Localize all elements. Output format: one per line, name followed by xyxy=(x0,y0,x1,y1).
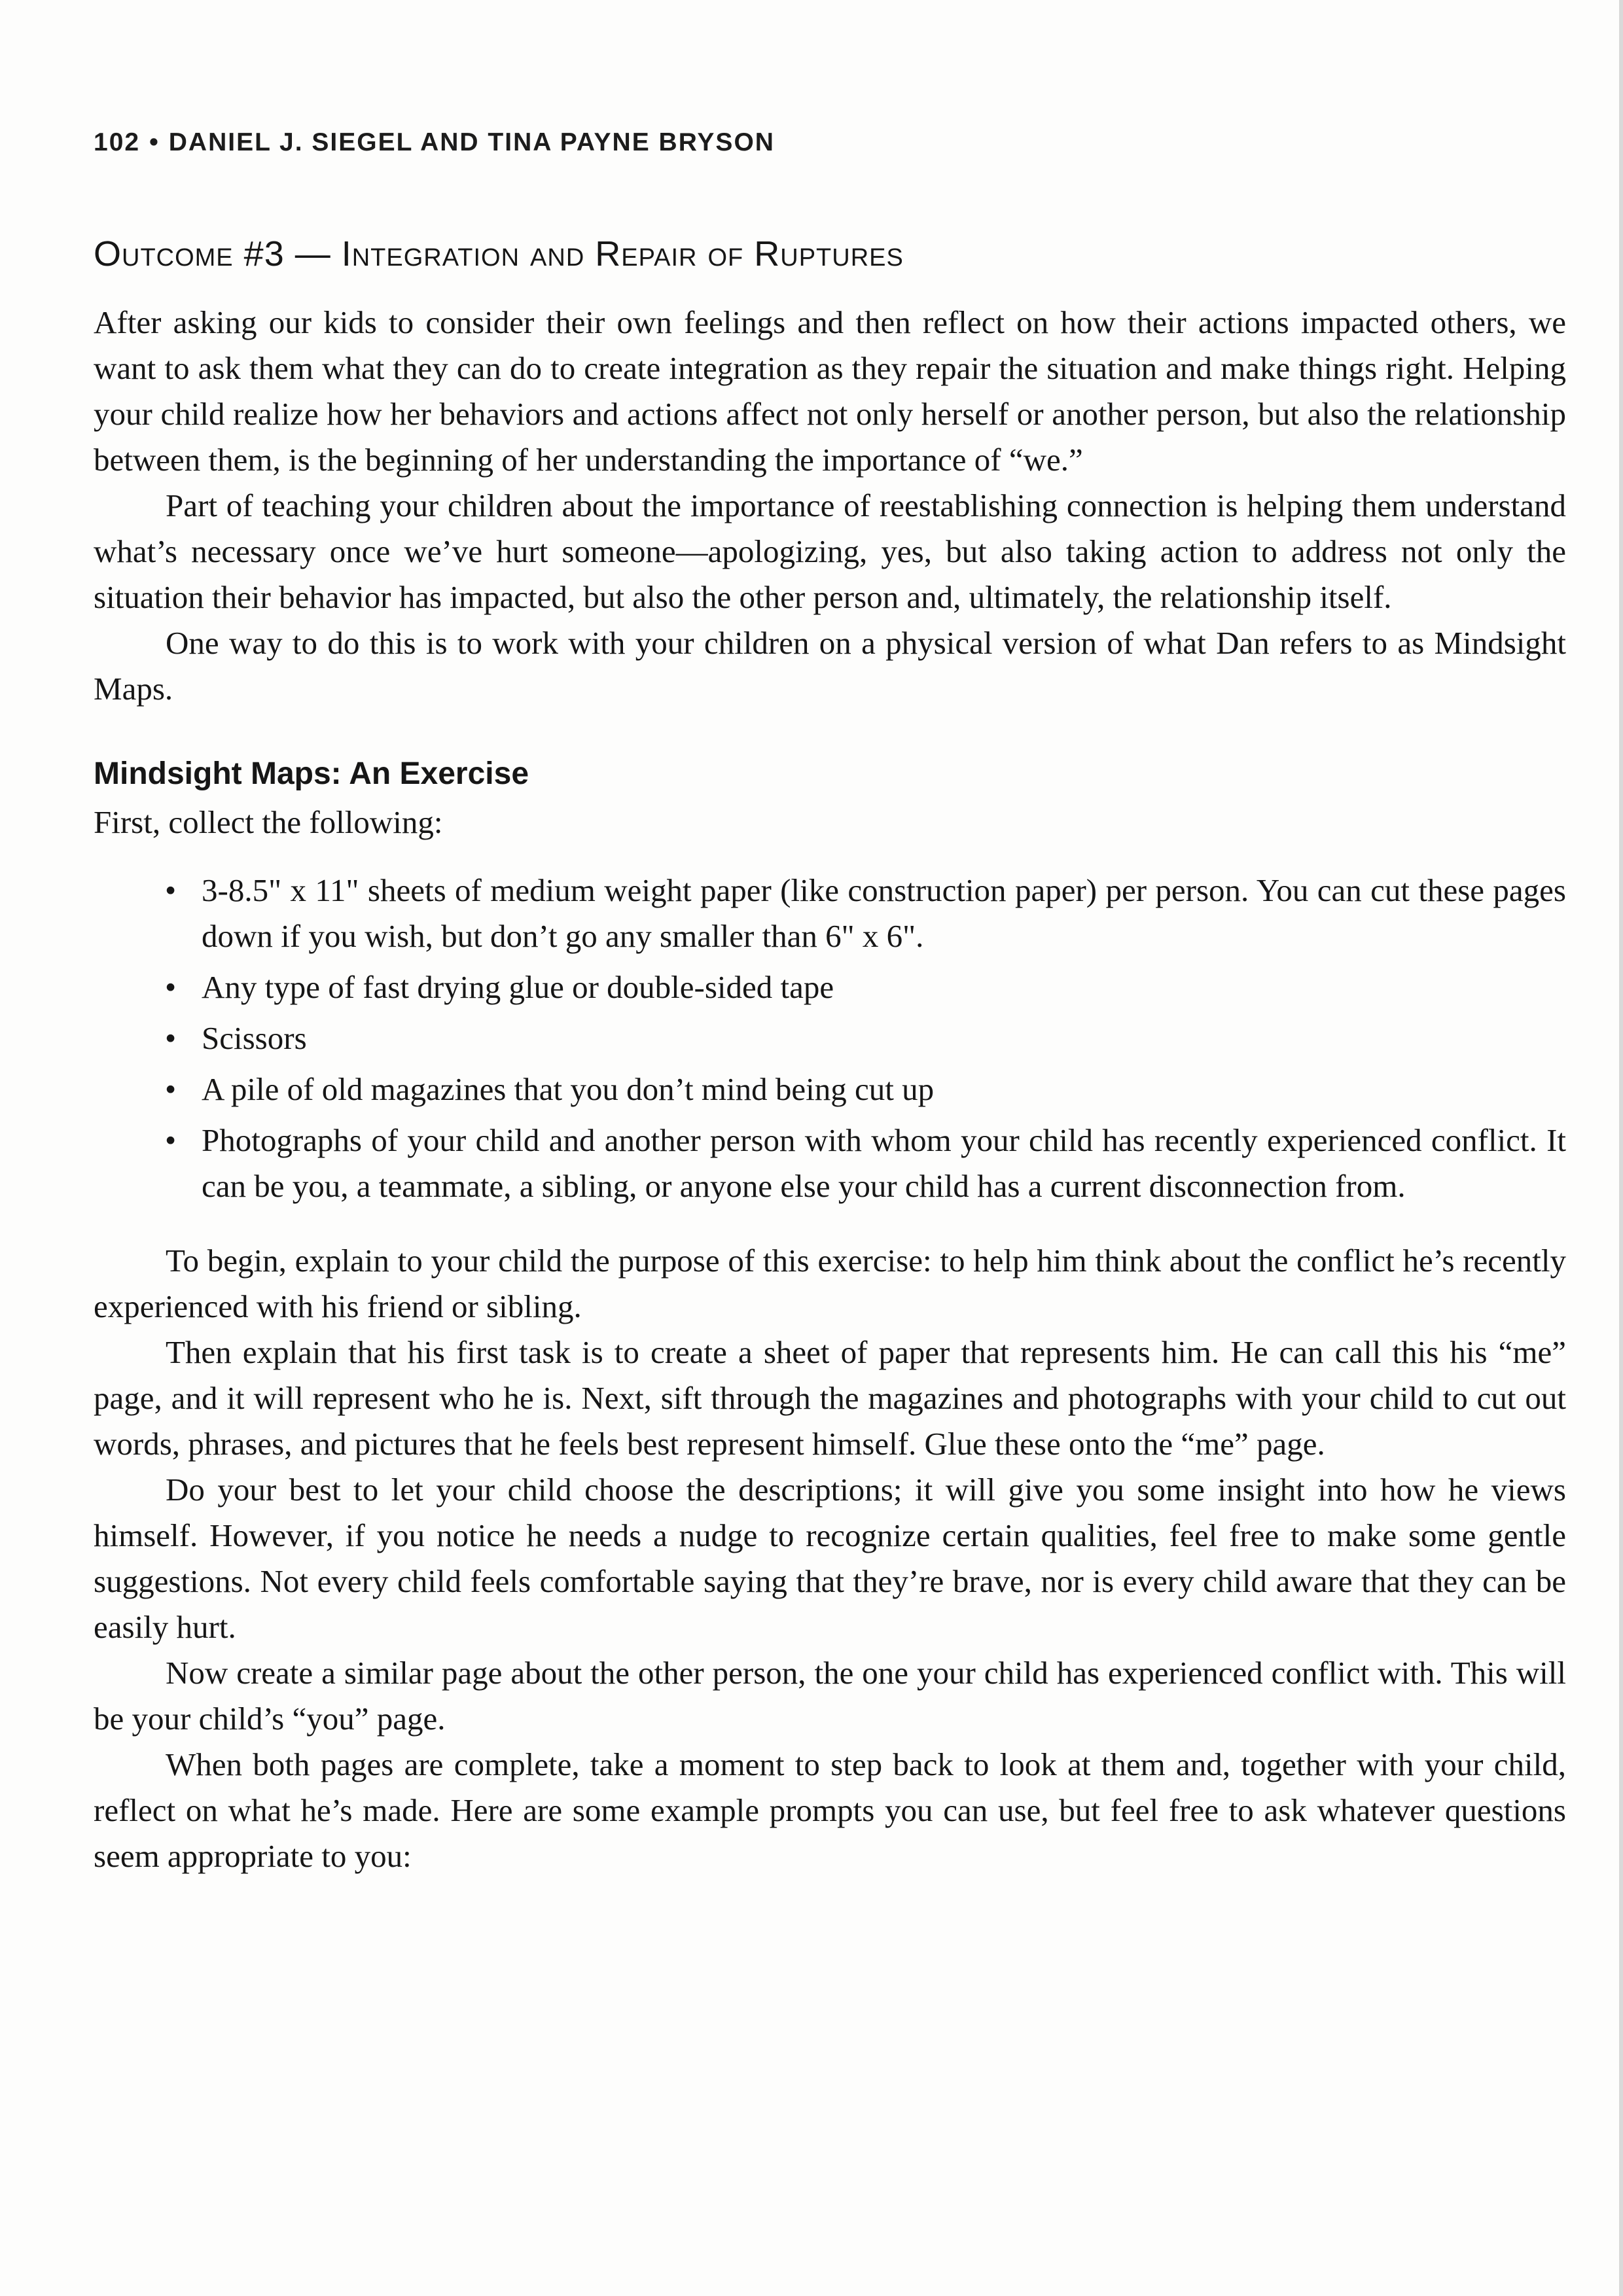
list-item-text: 3-8.5" x 11" sheets of medium weight paper (like construction paper) per person. You can cut these pages down if you wish, but don’t go any smaller than 6" x 6". xyxy=(202,872,1566,954)
bullet-icon: • xyxy=(165,1071,177,1107)
list-item xyxy=(165,868,1566,959)
body-paragraph: One way to do this is to work with your children on a physical version of what Dan refers to as Mindsight Maps. xyxy=(94,625,1566,707)
body-paragraph: When both pages are complete, take a moment to step back to look at them and, together with your child, reflect on what he’s made. Here are some example prompts you can use, but feel free to ask whatever questions seem appropriate to you: xyxy=(94,1746,1566,1874)
list-item xyxy=(165,1067,1566,1112)
running-header xyxy=(94,128,775,157)
header-separator: • xyxy=(149,128,160,156)
page-edge-shadow xyxy=(1619,0,1623,2296)
body-paragraph: Now create a similar page about the other person, the one your child has experienced conflict with. This will be your child’s “you” page. xyxy=(94,1655,1566,1737)
list-item-text: Scissors xyxy=(202,1020,307,1056)
body-paragraph: After asking our kids to consider their own feelings and then reflect on how their actions impacted others, we want to ask them what they can do to create integration as they repair the situation and make things right. Helping your child realize how her behaviors and actions affect not only herself or another person, but also the relationship between them, is the beginning of her understanding the importance of “we.” xyxy=(94,304,1566,478)
body-paragraph: Then explain that his first task is to create a sheet of paper that represents him. He can call this his “me” page, and it will represent who he is. Next, sift through the magazines and photographs with your child to cut out words, phrases, and pictures that he feels best represent himself. Glue these onto the “me” page. xyxy=(94,1334,1566,1462)
bullet-icon: • xyxy=(165,872,177,908)
list-item xyxy=(165,1016,1566,1061)
materials-list xyxy=(94,868,1566,1209)
body-paragraph: To begin, explain to your child the purpose of this exercise: to help him think about the conflict he’s recently experienced with his friend or sibling. xyxy=(94,1243,1566,1324)
bullet-icon: • xyxy=(165,1020,177,1056)
page-body xyxy=(94,229,1566,1879)
section-heading: Outcome #3 — Integration and Repair of Ruptures xyxy=(94,234,904,274)
bullet-icon: • xyxy=(165,969,177,1005)
list-item xyxy=(165,964,1566,1010)
page-number: 102 xyxy=(94,128,141,156)
body-paragraph: Do your best to let your child choose the descriptions; it will give you some insight into how he views himself. However, if you notice he needs a nudge to recognize certain qualities, feel free to make some gentle suggestions. Not every child feels comfortable saying that they’re brave, nor is every child aware that they can be easily hurt. xyxy=(94,1472,1566,1645)
list-item-text: Any type of fast drying glue or double-sided tape xyxy=(202,969,834,1005)
exercise-heading: Mindsight Maps: An Exercise xyxy=(94,756,529,791)
list-item xyxy=(165,1118,1566,1209)
list-item-text: A pile of old magazines that you don’t mind being cut up xyxy=(202,1071,935,1107)
list-item-text: Photographs of your child and another person with whom your child has recently experienced conflict. It can be you, a teammate, a sibling, or anyone else your child has a current disconnection from. xyxy=(202,1122,1566,1204)
exercise-intro: First, collect the following: xyxy=(94,804,443,840)
bullet-icon: • xyxy=(165,1122,177,1158)
header-authors: DANIEL J. SIEGEL AND TINA PAYNE BRYSON xyxy=(168,128,775,156)
body-paragraph: Part of teaching your children about the importance of reestablishing connection is helping them understand what’s necessary once we’ve hurt someone—apologizing, yes, but also taking action to address not only the situation their behavior has impacted, but also the other person and, ultimately, the relationship itself. xyxy=(94,487,1566,615)
